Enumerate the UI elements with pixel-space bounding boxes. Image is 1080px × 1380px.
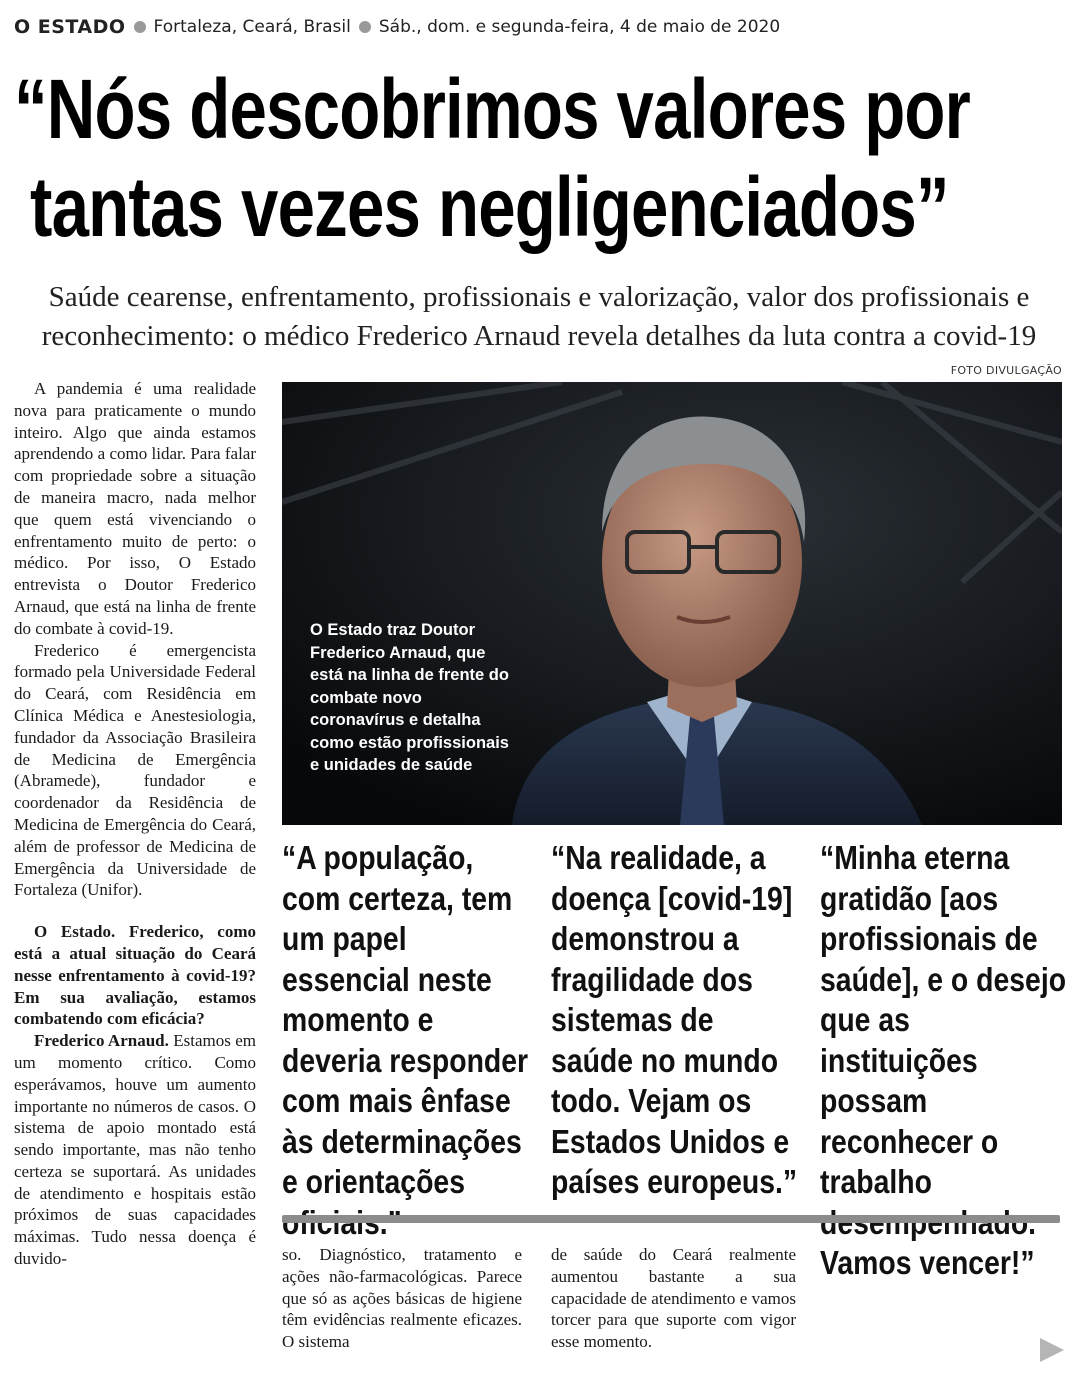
masthead-location: Fortaleza, Ceará, Brasil — [153, 17, 351, 37]
photo-credit: FOTO DIVULGAÇÃO — [950, 364, 1062, 377]
headline — [14, 60, 1070, 256]
body-column-2 — [282, 1244, 522, 1353]
dot-separator-icon — [359, 21, 371, 33]
body-column-3 — [551, 1244, 796, 1353]
newspaper-brand: O ESTADO — [14, 16, 126, 38]
body-paragraph: A pandemia é uma realidade nova para praticamente o mundo inteiro. Algo que ainda estamos aprendendo a como lidar. Para falar com propriedade sobre a situação de maneira macro, nada melhor que quem está vivenciando o enfrentamento muito de perto: o médico. Por isso, O Estado entrevista o Doutor Frederico Arnaud, que está na linha de frente do combate à covid-19. — [14, 379, 256, 638]
subheadline: Saúde cearense, enfrentamento, profissionais e valorização, valor dos profissionais e reconhecimento: o médico Frederico Arnaud revela detalhes da luta contra a covid-19 — [41, 281, 1037, 352]
photo-caption: O Estado traz Doutor Frederico Arnaud, que está na linha de frente do combate novo coronavírus e detalha como estão profissionais e unidades de saúde — [310, 621, 509, 774]
interview-answer — [14, 1030, 256, 1270]
headline-line-1: “Nós descobrimos valores por — [14, 62, 971, 156]
headline-line-2: tantas vezes negligenciados” — [30, 160, 949, 254]
answer-text: Estamos em um momento crítico. Como esperávamos, houve um aumento importante no números de casos. O sistema de apoio montado está sendo importante, mas não tenho certeza se suportará. As unidades de atendimento e hospitais estão próximos de suas capacidades máximas. Tudo nessa doença é duvido- — [14, 1031, 256, 1269]
dot-separator-icon — [134, 21, 146, 33]
pull-quote-1: “A população, com certeza, tem um papel essencial neste momento e deveria responder com mais ênfase às determinações e orientações — [282, 839, 529, 1200]
answer-speaker: Frederico Arnaud. — [34, 1031, 169, 1051]
pull-quote-3: “Minha eterna gratidão [aos profissionais de saúde], e o desejo que as instituições possam reconhecer o trabalho Vamos vencer!” — [820, 839, 1067, 1281]
answer-continuation: so. Diagnóstico, tratamento e ações não-farmacológicas. Parece que só as ações básicas de higiene têm evidências realmente eficazes. O sistema — [282, 1245, 522, 1352]
next-page-arrow-icon[interactable] — [1040, 1338, 1064, 1362]
portrait-photo — [282, 382, 1062, 825]
masthead — [14, 12, 780, 42]
body-column-1 — [14, 378, 256, 1270]
pull-quote-2: “Na realidade, a doença [covid-19] demonstrou a fragilidade dos sistemas de saúde no mundo todo. Vejam os Estados Unidos e países europeus.” — [551, 839, 798, 1200]
interview-question: O Estado. Frederico, como está a atual situação do Ceará nesse enfrentamento à covid-19? Em sua avaliação, estamos combatendo com eficácia? — [14, 922, 256, 1029]
masthead-date: Sáb., dom. e segunda-feira, 4 de maio de 2020 — [378, 17, 781, 37]
section-divider — [282, 1215, 1060, 1223]
body-paragraph: Frederico é emergencista formado pela Universidade Federal do Ceará, com Residência em Clínica Médica e Anestesiologia, fundador da Associação Brasileira de Medicina de Emergência (Abramede), fundador e coordenador da Residência de Medicina de Emergência do Ceará, além de professor de Medicina de Emergência da Universidade de Fortaleza (Unifor). — [14, 640, 256, 900]
answer-continuation: de saúde do Ceará realmente aumentou bastante a sua capacidade de atendimento e vamos torcer para que suporte com vigor esse momento. — [551, 1245, 796, 1352]
